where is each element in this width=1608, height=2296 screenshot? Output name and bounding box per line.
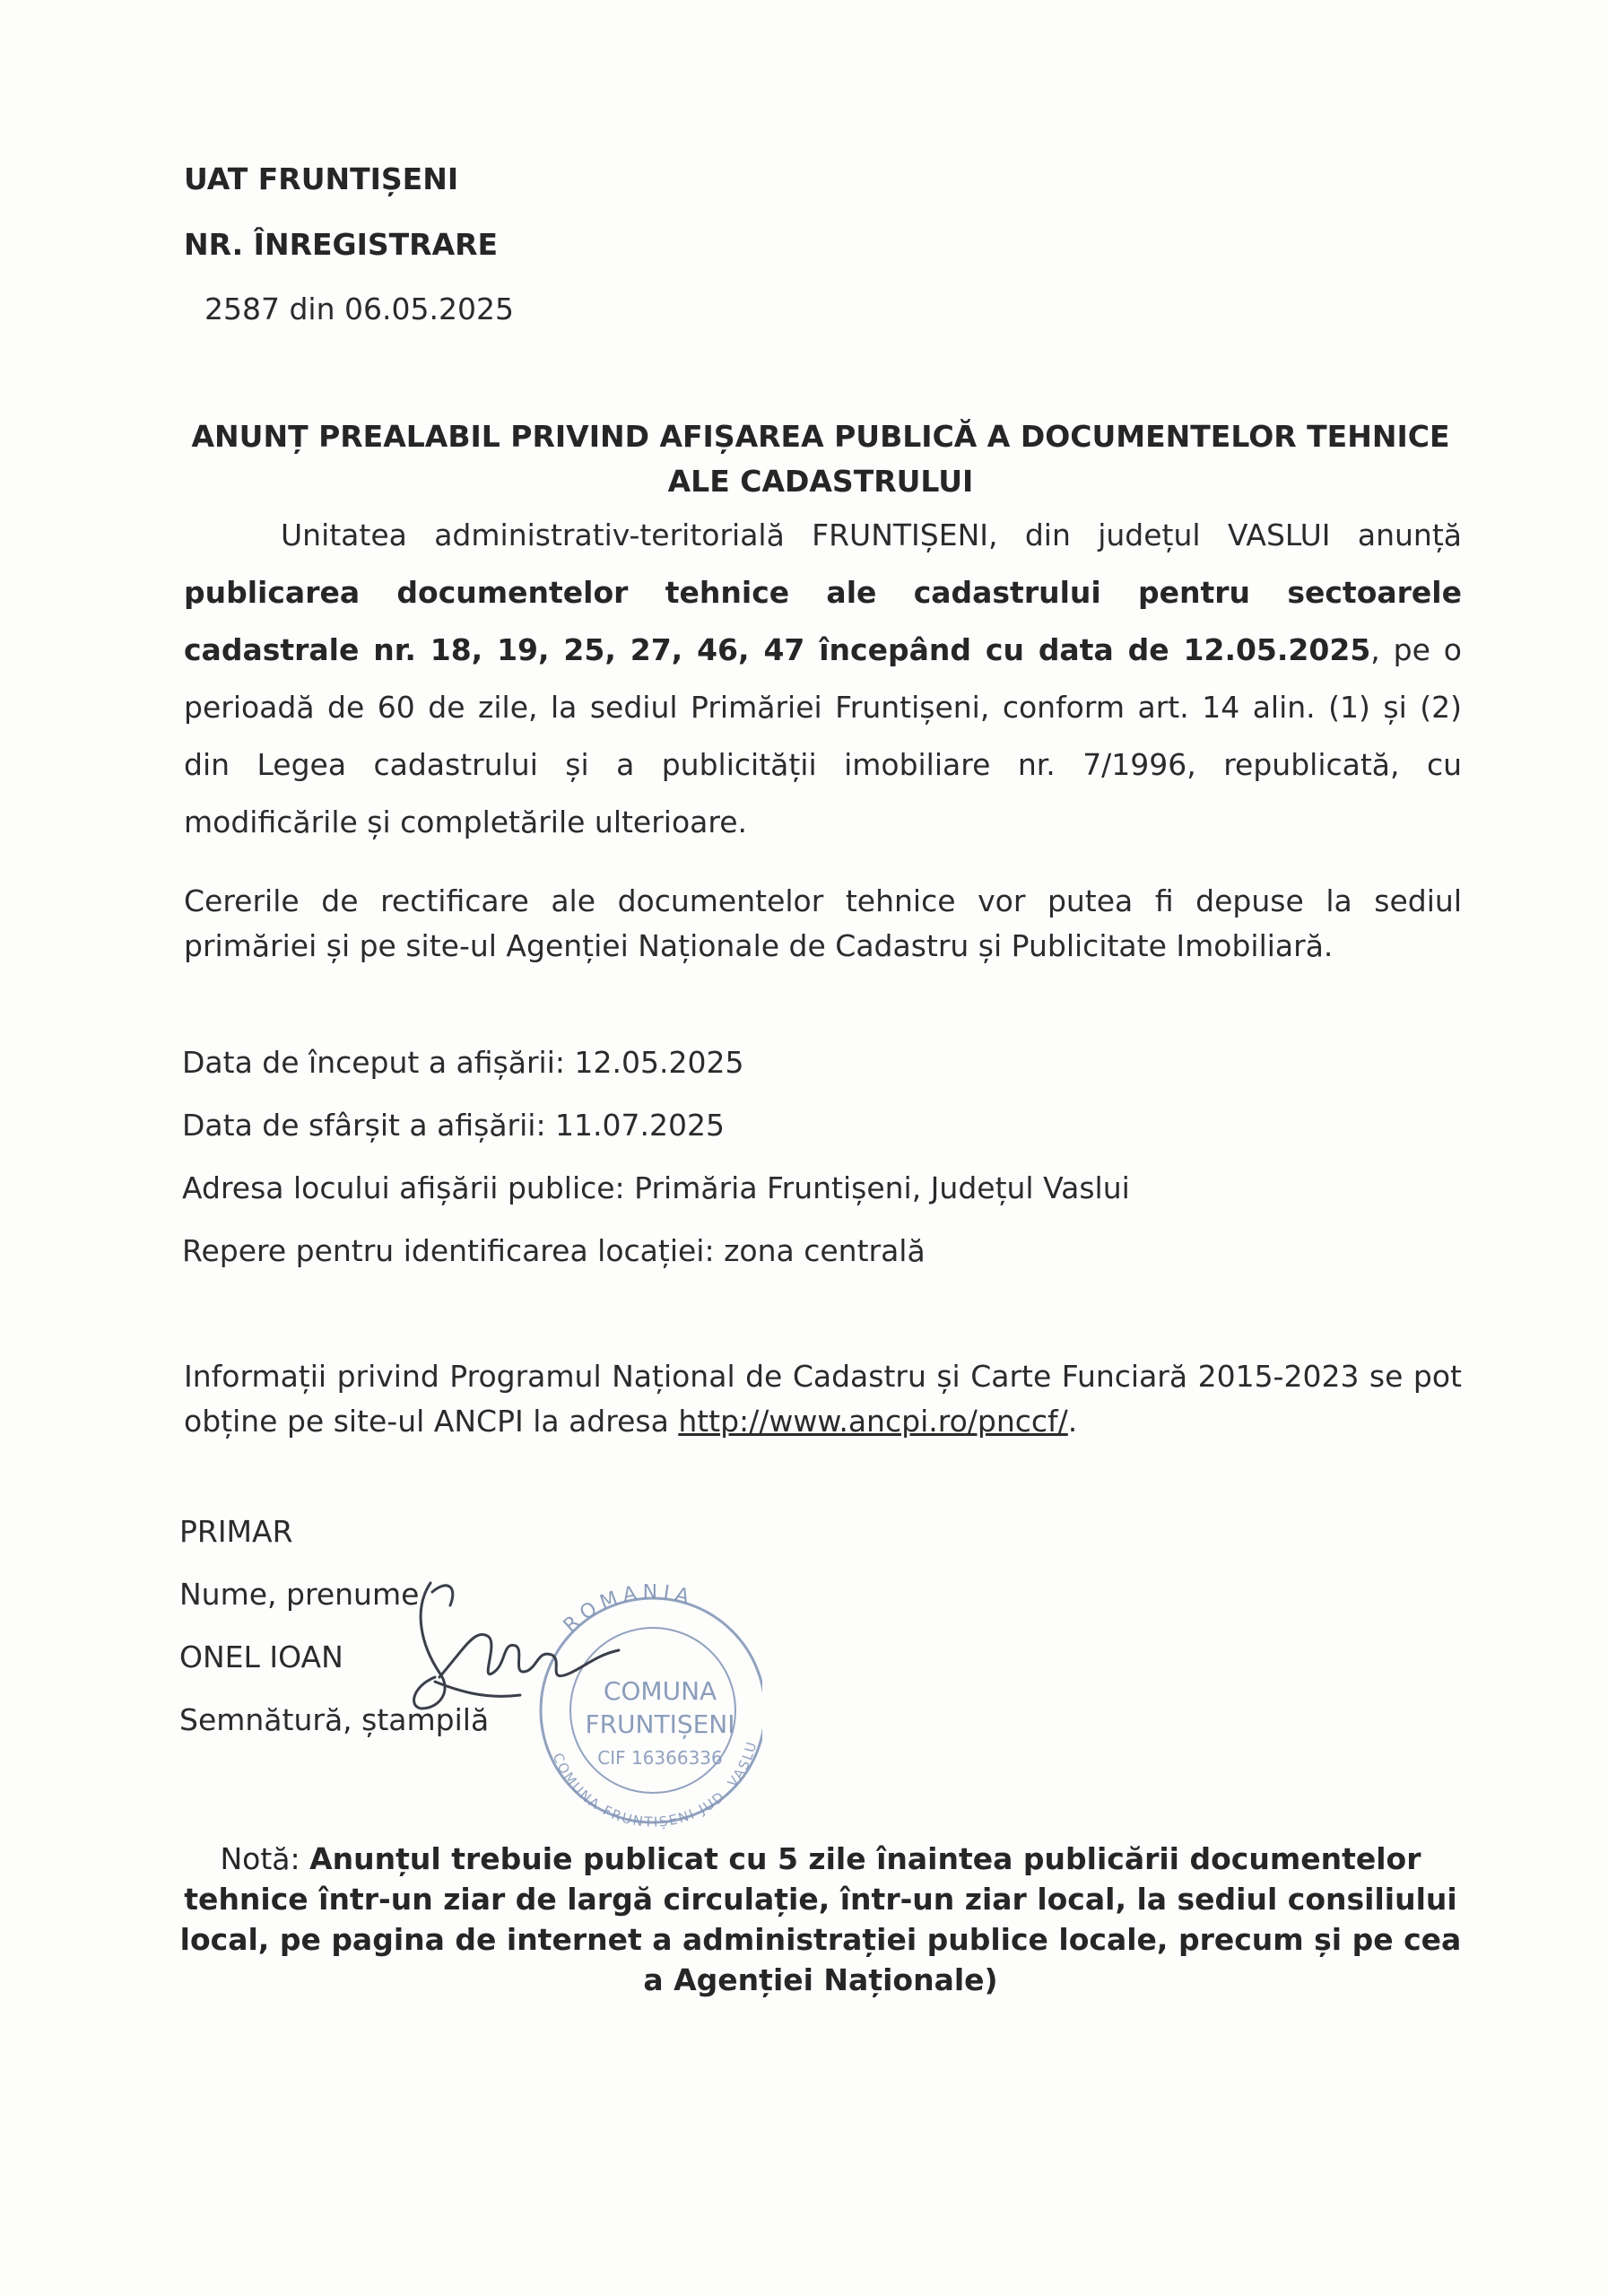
uat-name: UAT FRUNTIȘENI: [184, 161, 459, 196]
note-label: Notă:: [220, 1841, 310, 1876]
program-info: [184, 1354, 1462, 1444]
stamp-top-text: ROMANIA: [559, 1580, 697, 1638]
signature-stamp-label: Semnătură, ștampilă: [179, 1702, 490, 1737]
paragraph-bold-part: publicarea documentelor tehnice ale cadastrului pentru sectoarele cadastrale nr. 18, 19, 25, 27, 46, 47 începând cu data de 12.05.2025: [184, 575, 1462, 667]
program-info-end: .: [1067, 1404, 1078, 1439]
ancpi-link[interactable]: http://www.ancpi.ro/pnccf/: [678, 1404, 1068, 1439]
note-text: Anunțul trebuie publicat cu 5 zile înaintea publicării documentelor tehnice într-un ziar de largă circulație, într-un ziar local, la sediul consiliului local, pe pagina de internet a administrației publice locale, precum și pe cea a Agenției Naționale): [179, 1841, 1462, 1997]
stamp-ring-text: COMUNA FRUNTIȘENI JUD. VASLU: [549, 1738, 761, 1831]
mayor-name: ONEL IOAN: [179, 1639, 343, 1674]
paragraph-rest: , pe o perioadă de 60 de zile, la sediul Primăriei Fruntișeni, conform art. 14 alin. (1) și (2) din Legea cadastrului și a publicității imobiliare nr. 7/1996, republicată, cu modificările și completările ulterioare.: [184, 632, 1462, 839]
announcement-paragraph: [184, 507, 1462, 851]
name-label: Nume, prenume: [179, 1577, 420, 1612]
stamp-cif: CIF 16366336: [597, 1747, 723, 1769]
stamp-commune-label: COMUNA: [603, 1676, 717, 1706]
mayor-role: PRIMAR: [179, 1514, 293, 1549]
display-start-date: Data de început a afișării: 12.05.2025: [182, 1045, 744, 1080]
display-address: Adresa locului afișării publice: Primăria Fruntișeni, Județul Vaslui: [182, 1170, 1130, 1205]
publication-note: [179, 1839, 1462, 2000]
registration-number: 2587 din 06.05.2025: [204, 291, 514, 326]
rectification-paragraph: Cererile de rectificare ale documentelor tehnice vor putea fi depuse la sediul primăriei și pe site-ul Agenției Naționale de Cadastru și Publicitate Imobiliară.: [184, 883, 1462, 963]
signature-and-stamp: [404, 1574, 762, 1848]
registration-label: NR. ÎNREGISTRARE: [184, 227, 499, 262]
location-landmarks: Repere pentru identificarea locației: zona centrală: [182, 1233, 926, 1268]
program-info-text: Informații privind Programul Național de Cadastru și Carte Funciară 2015-2023 se pot obține pe site-ul ANCPI la adresa: [184, 1359, 1462, 1439]
paragraph-intro: Unitatea administrativ-teritorială FRUNTIȘENI, din județul VASLUI anunță: [281, 517, 1462, 552]
document-title: ANUNȚ PREALABIL PRIVIND AFIȘAREA PUBLICĂ A DOCUMENTELOR TEHNICE ALE CADASTRULUI: [191, 419, 1450, 499]
display-end-date: Data de sfârșit a afișării: 11.07.2025: [182, 1108, 726, 1143]
stamp-graphic: [404, 1574, 762, 1848]
stamp-commune-name: FRUNTIȘENI: [585, 1709, 735, 1739]
